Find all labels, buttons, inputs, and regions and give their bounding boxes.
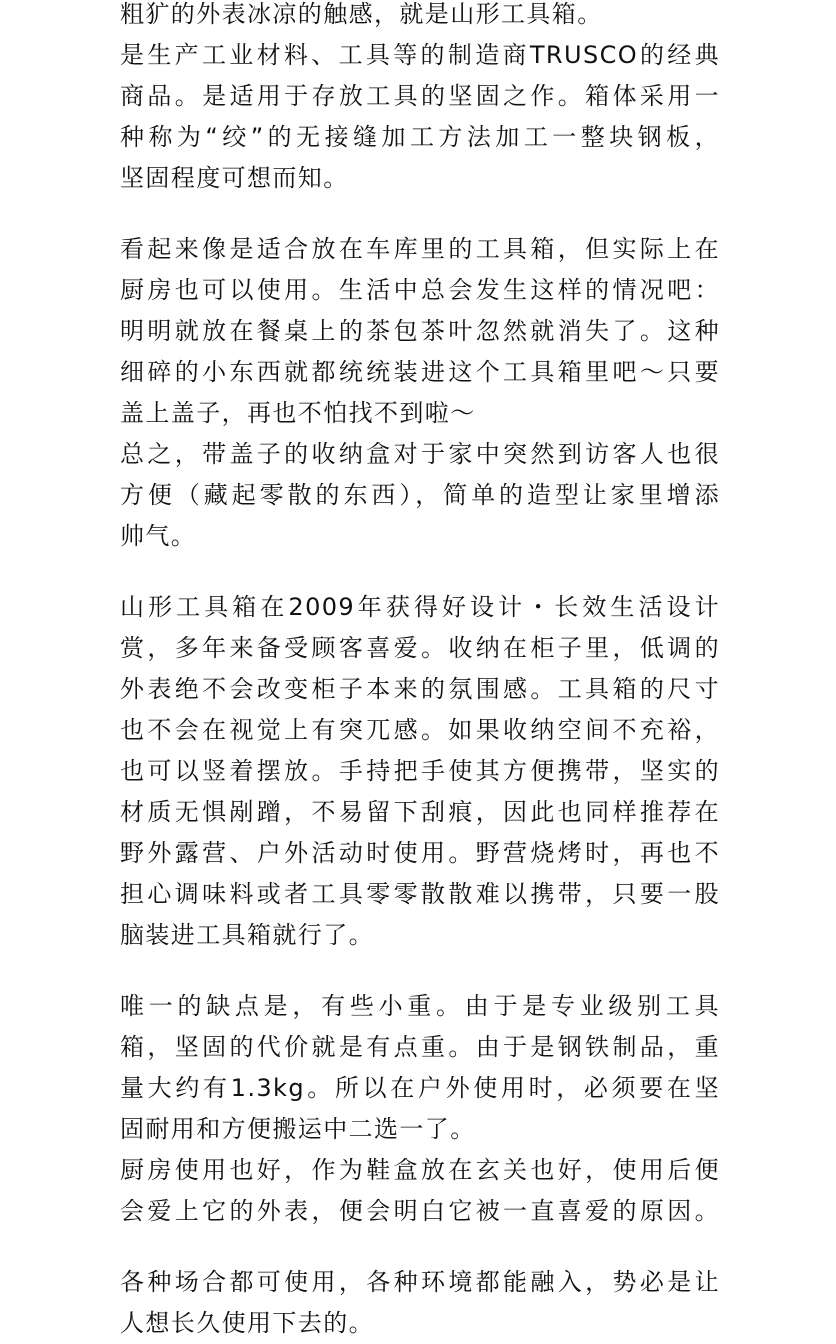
paragraph-gap [120,199,720,229]
text-line: 赏，多年来备受顾客喜爱。收纳在柜子里，低调的 [120,634,720,662]
text-line: 山形工具箱在2009年获得好设计・长效生活设计 [120,593,720,621]
text-line: 总之，带盖子的收纳盒对于家中突然到访客人也很 [120,440,720,468]
text-line: 厨房也可以使用。生活中总会发生这样的情况吧： [120,276,720,304]
paragraph [120,1262,720,1344]
text-line: 人想长久使用下去的。 [120,1309,374,1337]
paragraph-gap [120,557,720,587]
text-line: 箱，坚固的代价就是有点重。由于是钢铁制品，重 [120,1033,720,1061]
text-line: 细碎的小东西就都统统装进这个工具箱里吧～只要 [120,358,720,386]
paragraph [120,986,720,1232]
paragraph-gap [120,956,720,986]
text-line: 方便（藏起零散的东西），简单的造型让家里增添 [120,481,720,509]
text-line: 种称为“绞”的无接缝加工方法加工一整块钢板， [120,123,720,151]
text-line: 看起来像是适合放在车库里的工具箱，但实际上在 [120,235,720,263]
text-line: 帅气。 [120,522,197,550]
text-line: 粗犷的外表冰凉的触感，就是山形工具箱。 [120,0,603,28]
text-line: 担心调味料或者工具零零散散难以携带，只要一股 [120,880,720,908]
text-line: 材质无惧剐蹭，不易留下刮痕，因此也同样推荐在 [120,798,720,826]
text-line: 固耐用和方便搬运中二选一了。 [120,1115,476,1143]
text-line: 盖上盖子，再也不怕找不到啦～ [120,399,476,427]
text-line: 坚固程度可想而知。 [120,164,349,192]
paragraph-gap [120,1232,720,1262]
text-line: 厨房使用也好，作为鞋盒放在玄关也好，使用后便 [120,1156,720,1184]
paragraph [120,229,720,557]
text-line: 明明就放在餐桌上的茶包茶叶忽然就消失了。这种 [120,317,720,345]
text-line: 唯一的缺点是，有些小重。由于是专业级别工具 [120,992,720,1020]
text-line: 外表绝不会改变柜子本来的氛围感。工具箱的尺寸 [120,675,720,703]
text-line: 商品。是适用于存放工具的坚固之作。箱体采用一 [120,82,720,110]
text-line: 野外露营、户外活动时使用。野营烧烤时，再也不 [120,839,720,867]
paragraph [120,0,720,199]
text-line: 脑装进工具箱就行了。 [120,921,374,949]
text-line: 会爱上它的外表，便会明白它被一直喜爱的原因。 [120,1197,720,1225]
text-line: 各种场合都可使用，各种环境都能融入，势必是让 [120,1268,720,1296]
article-body [120,0,720,1344]
text-line: 是生产工业材料、工具等的制造商TRUSCO的经典 [120,41,720,69]
text-line: 也可以竖着摆放。手持把手使其方便携带，坚实的 [120,757,720,785]
text-line: 也不会在视觉上有突兀感。如果收纳空间不充裕， [120,716,720,744]
text-line: 量大约有1.3kg。所以在户外使用时，必须要在坚 [120,1074,720,1102]
paragraph [120,587,720,956]
